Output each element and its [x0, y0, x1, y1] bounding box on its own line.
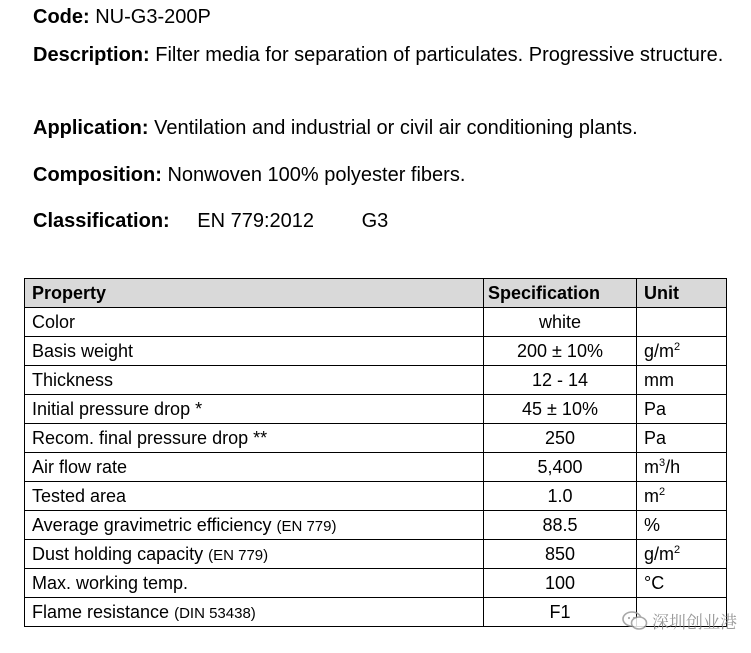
header-unit: Unit: [637, 279, 727, 308]
unit-base: mm: [644, 369, 674, 390]
code-value: NU-G3-200P: [95, 6, 211, 28]
property-text: Initial pressure drop *: [32, 398, 203, 419]
cell-specification: 45 ± 10%: [484, 395, 637, 424]
property-text: Recom. final pressure drop **: [32, 427, 268, 448]
application-value: Ventilation and industrial or civil air conditioning plants.: [154, 117, 638, 139]
property-text: Flame resistance: [32, 601, 170, 622]
property-standard-ref: (EN 779): [208, 546, 269, 564]
code-line: [33, 5, 211, 29]
application-line: [33, 116, 638, 140]
cell-unit: [637, 511, 727, 540]
header-property: Property: [25, 279, 484, 308]
cell-property: [25, 511, 484, 540]
cell-unit: [637, 569, 727, 598]
composition-value: Nonwoven 100% polyester fibers.: [167, 164, 466, 186]
table-row: [25, 424, 727, 453]
cell-property: [25, 395, 484, 424]
cell-specification: F1: [484, 598, 637, 627]
cell-property: [25, 540, 484, 569]
table-row: [25, 308, 727, 337]
table-row: [25, 569, 727, 598]
composition-line: [33, 163, 465, 187]
classification-standard: EN 779:2012: [197, 210, 315, 232]
cell-specification: 100: [484, 569, 637, 598]
unit-base: m: [644, 456, 659, 477]
cell-unit: [637, 482, 727, 511]
property-text: Basis weight: [32, 340, 134, 361]
unit-base: m: [644, 485, 659, 506]
table-row: [25, 395, 727, 424]
cell-property: [25, 598, 484, 627]
cell-property: [25, 569, 484, 598]
table-row: [25, 482, 727, 511]
unit-base: Pa: [644, 427, 667, 448]
cell-unit: [637, 395, 727, 424]
property-text: Max. working temp.: [32, 572, 189, 593]
property-text: Thickness: [32, 369, 114, 390]
code-label: Code:: [33, 6, 90, 28]
property-standard-ref: (DIN 53438): [174, 604, 256, 622]
property-text: Average gravimetric efficiency: [32, 514, 272, 535]
cell-unit: [637, 366, 727, 395]
cell-property: [25, 453, 484, 482]
property-standard-ref: (EN 779): [276, 517, 337, 535]
unit-base: g/m: [644, 340, 675, 361]
unit-base: %: [644, 514, 661, 535]
cell-specification: 12 - 14: [484, 366, 637, 395]
wechat-icon: [622, 611, 648, 631]
cell-specification: 1.0: [484, 482, 637, 511]
description-line: [33, 42, 745, 69]
property-text: Tested area: [32, 485, 127, 506]
cell-property: [25, 366, 484, 395]
unit-suffix: /h: [665, 456, 681, 477]
cell-property: [25, 482, 484, 511]
cell-specification: white: [484, 308, 637, 337]
table-body: [25, 308, 727, 627]
cell-unit: [637, 453, 727, 482]
classification-label: Classification:: [33, 210, 170, 232]
classification-line: [33, 209, 388, 233]
table-row: [25, 511, 727, 540]
property-text: Dust holding capacity: [32, 543, 204, 564]
classification-grade: G3: [361, 210, 389, 232]
cell-unit: [637, 337, 727, 366]
cell-unit: [637, 424, 727, 453]
header-specification: Specification: [484, 279, 637, 308]
watermark: [622, 608, 737, 633]
cell-unit: [637, 308, 727, 337]
property-text: Air flow rate: [32, 456, 128, 477]
table-row: [25, 366, 727, 395]
table-header-row: [25, 279, 727, 308]
watermark-text: 深圳创业港: [652, 613, 737, 632]
properties-table: [24, 278, 727, 627]
cell-specification: 200 ± 10%: [484, 337, 637, 366]
table-row: [25, 540, 727, 569]
table-row: [25, 453, 727, 482]
cell-specification: 88.5: [484, 511, 637, 540]
cell-unit: [637, 540, 727, 569]
unit-exponent: 2: [674, 340, 681, 353]
unit-base: °C: [644, 572, 665, 593]
cell-property: [25, 308, 484, 337]
cell-specification: 5,400: [484, 453, 637, 482]
description-label: Description:: [33, 44, 150, 66]
cell-specification: 850: [484, 540, 637, 569]
unit-exponent: 3: [659, 456, 666, 469]
unit-exponent: 2: [674, 543, 681, 556]
cell-property: [25, 424, 484, 453]
composition-label: Composition:: [33, 164, 162, 186]
property-text: Color: [32, 311, 76, 332]
cell-specification: 250: [484, 424, 637, 453]
application-label: Application:: [33, 117, 149, 139]
unit-exponent: 2: [659, 485, 666, 498]
cell-property: [25, 337, 484, 366]
unit-base: g/m: [644, 543, 675, 564]
table-row: [25, 337, 727, 366]
unit-base: Pa: [644, 398, 667, 419]
description-value: Filter media for separation of particulates. Progressive structure.: [155, 44, 724, 66]
